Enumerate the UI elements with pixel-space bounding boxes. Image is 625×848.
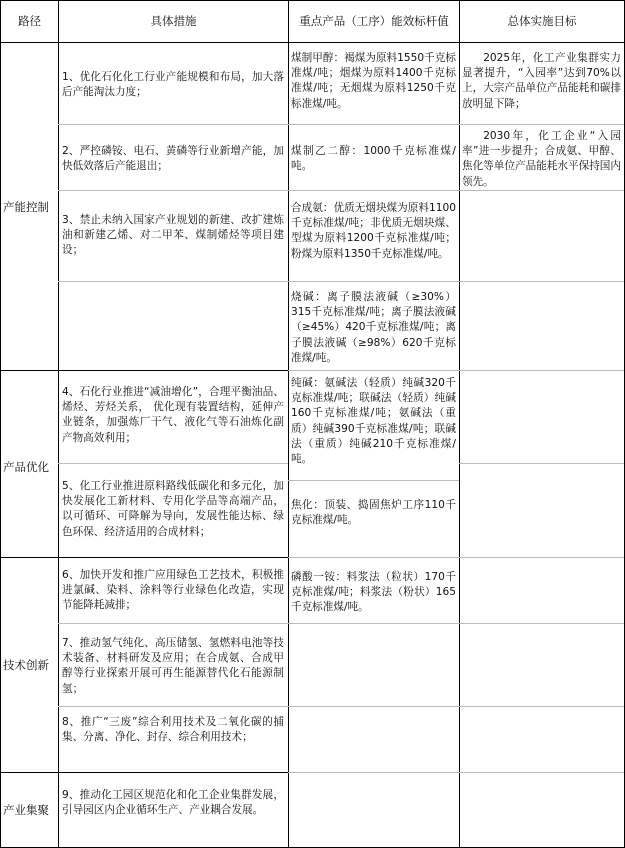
goal-item: 2025年，化工产业集群实力显著提升，“入园率”达到70%以上，大宗产品单位产品能耗和碳排放明显下降； [462,52,621,110]
measure-sep [58,190,288,191]
benchmark-item: 焦化：顶装、捣固焦炉工序110千克标准煤/吨。 [291,499,456,527]
measure-item: 9、推动化工园区规范化和化工企业集群发展，引导园区内企业循环生产、产业耦合发展。 [62,789,284,817]
benchmark-sep [288,190,459,191]
path-product-optimization: 产品优化 [3,460,49,474]
measure-sep [58,623,288,624]
goal-sep [459,772,624,773]
benchmark-sep [288,370,459,371]
benchmark-sep [288,124,459,125]
benchmark-sep [288,772,459,773]
benchmark-item: 煤制甲醇：褐煤为原料1550千克标准煤/吨；烟煤为原料1400千克标准煤/吨；无烟煤为原料1250千克标准煤/吨。 [291,52,456,110]
measure-item: 5、化工行业推进原料路线低碳化和多元化，加快发展化工新材料、专用化学品等高端产品，以可循环、可降解为导向，发展性能达标、绿色环保、经济适用的合成材料； [62,480,284,538]
benchmark-sep [288,281,459,282]
goal-sep [459,706,624,707]
col-sep-2 [288,0,289,848]
benchmark-item: 煤制乙二醇：1000千克标准煤/吨。 [291,145,456,173]
measure-item: 2、严控磷铵、电石、黄磷等行业新增产能，加快低效落后产能退出； [62,145,284,173]
benchmark-item: 纯碱：氨碱法（轻质）纯碱320千克标准煤/吨；联碱法（轻质）纯碱160千克标准煤/吨；氨碱法（重质）纯碱390千克标准煤/吨；联碱法（重质）纯碱210千克标准煤/吨。 [291,377,456,466]
measure-item: 1、优化石化化工行业产能规模和布局，加大落后产能淘汰力度； [62,71,284,99]
benchmark-sep [288,623,459,624]
measure-sep [58,281,288,282]
measure-item: 7、推动氢气纯化、高压储氢、氢燃料电池等技术装备、材料研发及应用；在合成氨、合成甲醇等行业探索开展可再生能源替代化石能源制氢； [62,637,284,695]
measure-sep [58,124,288,125]
measure-item: 4、石化行业推进“减油增化”，合理平衡油品、烯烃、芳烃关系， 优化现有装置结构，延伸产业链条，加强炼厂干气、液化气等石油炼化副产物高效利用； [62,386,284,444]
measure-sep [58,463,288,464]
measure-item: 8、推广“三废”综合利用技术及二氧化碳的捕集、分离、净化、封存、综合利用技术； [62,716,284,744]
path-sep-2 [0,557,288,558]
benchmark-item: 磷酸一铵：料浆法（粒状）170千克标准煤/吨；料浆法（粉状）165千克标准煤/吨。 [291,571,456,614]
border-top [0,0,625,1]
goal-sep [459,124,624,125]
measure-item: 3、禁止未纳入国家产业规划的新建、改扩建炼油和新建乙烯、对二甲苯、煤制烯烃等项目建设； [62,214,284,257]
path-tech-innovation: 技术创新 [3,658,49,672]
col-sep-1 [58,0,59,848]
path-sep-1 [0,370,288,371]
header-rule [0,42,625,43]
header-path: 路径 [18,14,41,28]
header-measures: 具体措施 [150,14,197,28]
benchmark-item: 烧碱：离子膜法液碱（≥30%）315千克标准煤/吨；离子膜法液碱（≥45%）420千克标准煤/吨；离子膜法液碱（≥98%）620千克标准煤/吨。 [291,291,456,364]
benchmark-sep [288,706,459,707]
path-industrial-clustering: 产业集聚 [3,803,49,817]
path-sep-3 [0,772,288,773]
border-left [0,0,1,848]
goal-item: 2030年，化工企业“入园率”进一步提升；合成氨、甲醇、焦化等单位产品能耗水平保持国内领先。 [462,130,621,188]
col-sep-3 [459,0,460,848]
header-benchmarks: 重点产品（工序）能效标杆值 [299,14,449,28]
measure-item: 6、加快开发和推广应用绿色工艺技术，积极推进氯碱、染料、涂料等行业绿色化改造，实现节能降耗减排； [62,569,284,612]
path-capacity-control: 产能控制 [3,200,49,214]
goal-sep [459,463,624,464]
benchmark-sep [288,480,459,481]
header-goals: 总体实施目标 [507,14,577,28]
goal-sep [459,370,624,371]
goal-sep [459,190,624,191]
goal-sep [459,623,624,624]
goal-sep [459,557,624,558]
benchmark-sep [288,557,459,558]
goal-sep [459,281,624,282]
benchmark-item: 合成氨：优质无烟块煤为原料1100千克标准煤/吨；非优质无烟块煤、型煤为原料1200千克标准煤/吨；粉煤为原料1350千克标准煤/吨。 [291,202,456,260]
measure-sep [58,706,288,707]
